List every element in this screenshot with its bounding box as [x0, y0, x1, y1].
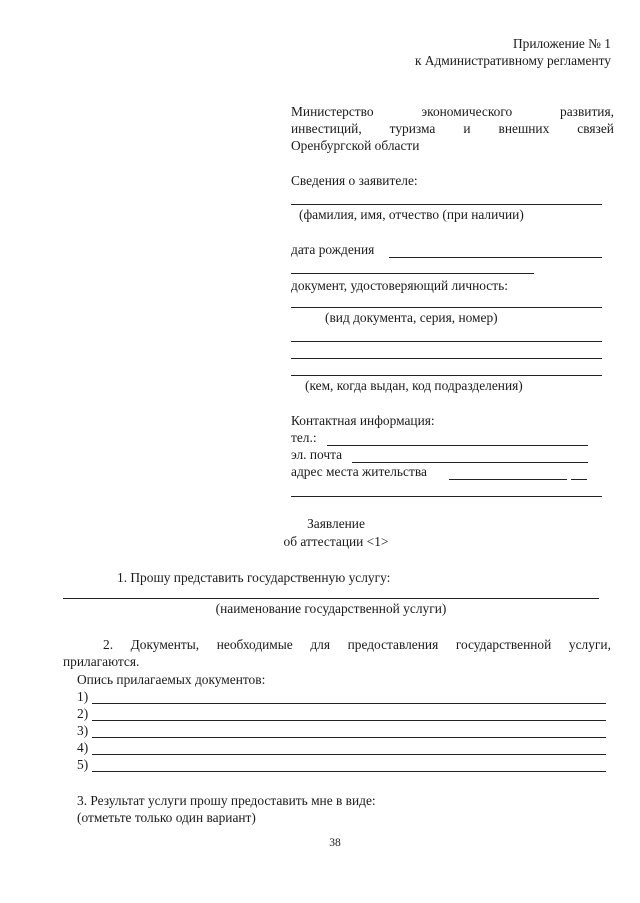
applicant-section-title: Сведения о заявителе: [291, 173, 418, 188]
id-document-line[interactable] [291, 307, 602, 308]
address-label: адрес места жительства [291, 464, 427, 479]
id-document-caption: (вид документа, серия, номер) [325, 310, 498, 325]
full-name-line[interactable] [291, 204, 602, 205]
id-document-label: документ, удостоверяющий личность: [291, 278, 508, 293]
address-line-b[interactable] [571, 479, 587, 480]
doc-list-line[interactable] [92, 754, 606, 755]
doc-list-line[interactable] [92, 720, 606, 721]
phone-label: тел.: [291, 430, 317, 445]
doc-list-line[interactable] [92, 703, 606, 704]
appendix-number: Приложение № 1 [512, 36, 611, 51]
email-line[interactable] [352, 462, 588, 463]
contact-section-title: Контактная информация: [291, 413, 435, 428]
item-3-text: 3. Результат услуги прошу предоставить мне в виде: [77, 793, 376, 808]
doc-list-number: 2) [77, 706, 89, 721]
page-number: 38 [329, 837, 341, 849]
doc-list-number: 5) [77, 757, 89, 772]
addressee-region: Оренбургской области [291, 138, 420, 153]
addressee-line-2: инвестиций, туризма и внешних связей [291, 121, 614, 136]
appendix-reference: к Административному регламенту [414, 53, 611, 68]
birth-date-extra-line[interactable] [291, 273, 534, 274]
doc-list-number: 3) [77, 723, 89, 738]
item-1-text: 1. Прошу представить государственную услугу: [117, 570, 391, 585]
issued-line-2[interactable] [291, 358, 602, 359]
item-2-text: 2. Документы, необходимые для предоставления государственной услуги, [103, 637, 611, 652]
statement-title: Заявление [307, 516, 365, 531]
issued-line-3[interactable] [291, 375, 602, 376]
issued-caption: (кем, когда выдан, код подразделения) [305, 378, 523, 393]
statement-subtitle: об аттестации <1> [283, 534, 389, 549]
documents-list-title: Опись прилагаемых документов: [77, 672, 266, 687]
service-name-caption: (наименование государственной услуги) [215, 601, 447, 616]
address-line-a[interactable] [449, 479, 567, 480]
full-name-caption: (фамилия, имя, отчество (при наличии) [299, 207, 524, 222]
issued-line-1[interactable] [291, 341, 602, 342]
item-2-text-cont: прилагаются. [63, 654, 140, 669]
doc-list-number: 4) [77, 740, 89, 755]
phone-line[interactable] [327, 445, 588, 446]
address-line-2[interactable] [291, 496, 602, 497]
item-3-note: (отметьте только один вариант) [77, 810, 256, 825]
doc-list-line[interactable] [92, 771, 606, 772]
doc-list-number: 1) [77, 689, 89, 704]
addressee-line-1: Министерство экономического развития, [291, 104, 614, 119]
birth-date-label: дата рождения [291, 242, 375, 257]
birth-date-line[interactable] [389, 257, 602, 258]
doc-list-line[interactable] [92, 737, 606, 738]
email-label: эл. почта [291, 447, 343, 462]
service-name-line[interactable] [63, 598, 599, 599]
